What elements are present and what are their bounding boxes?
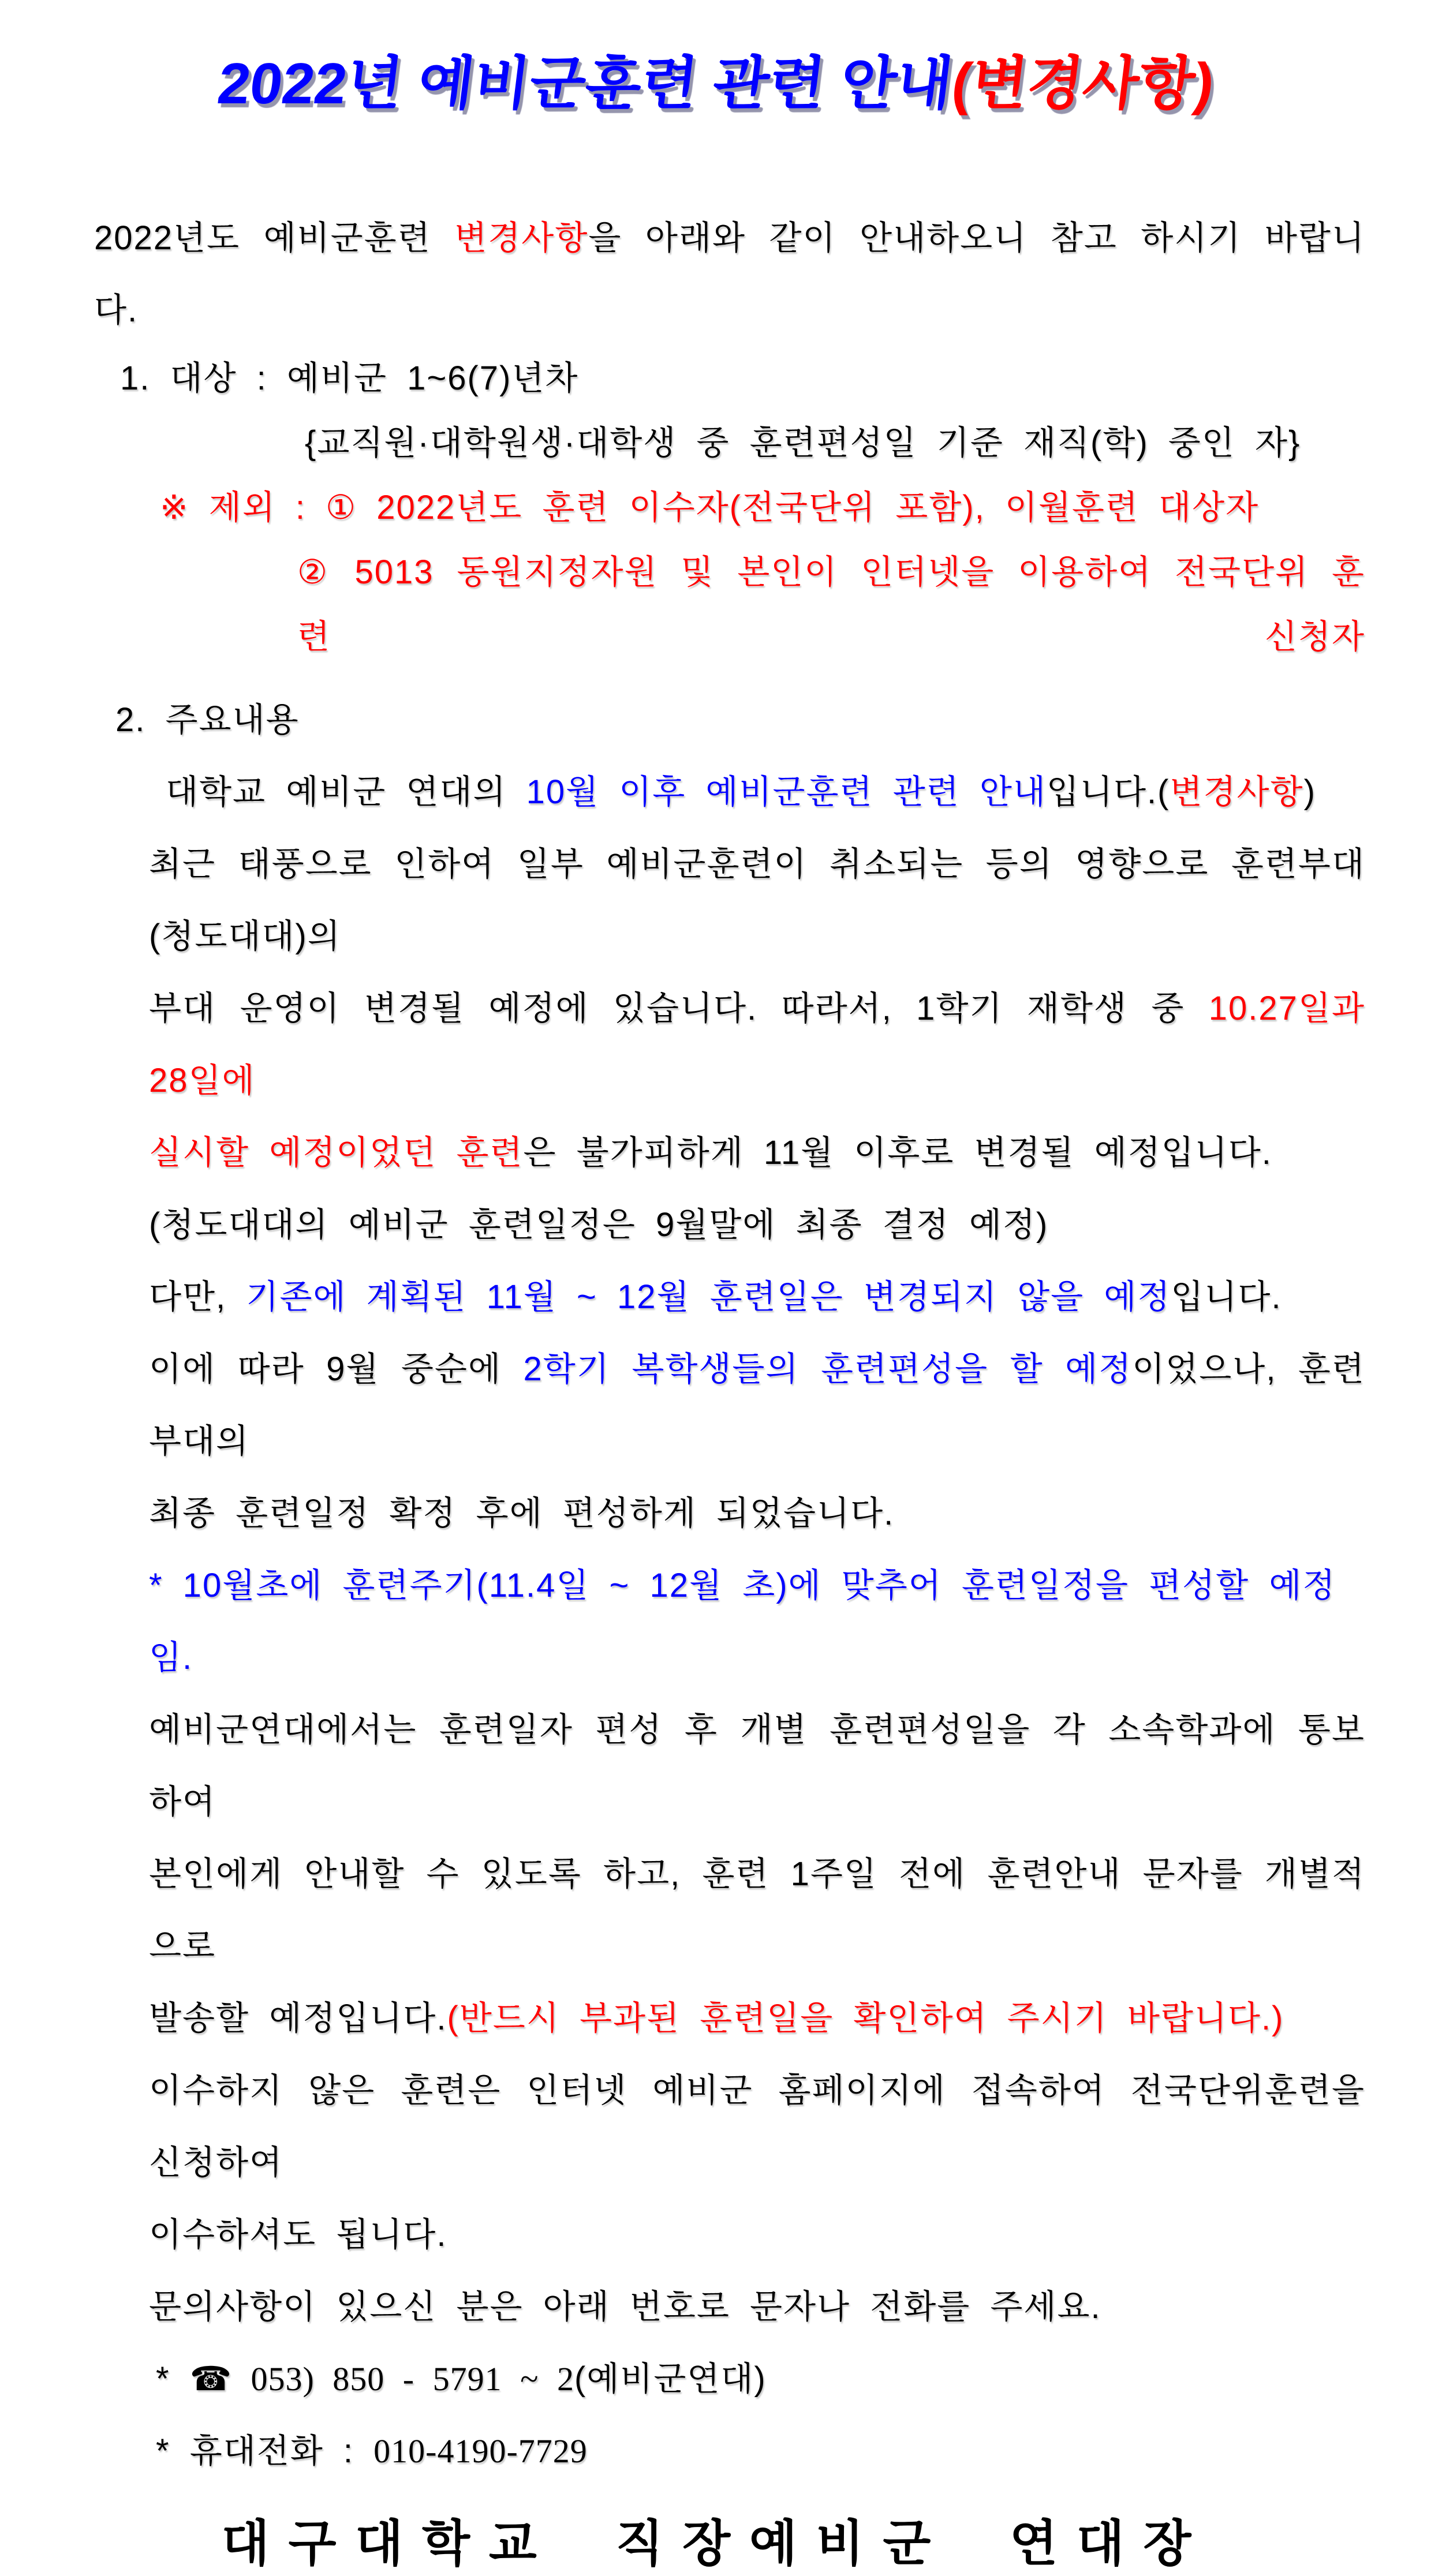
- body-line-10: 예비군연대에서는 훈련일자 편성 후 개별 훈련편성일을 각 소속학과에 통보하여: [149, 1711, 1365, 1821]
- body-line-13: 이수하지 않은 훈련은 인터넷 예비군 홈페이지에 접속하여 전국단위훈련을 신청하여: [149, 2072, 1365, 2181]
- asterisk-bullet: *: [156, 2360, 190, 2398]
- body-text: 발송할 예정입니다.: [149, 2000, 447, 2037]
- intro-highlight: 변경사항: [454, 219, 589, 257]
- body-line-1: [66, 756, 1365, 828]
- body-text: 다만,: [149, 1278, 246, 1316]
- page-title-text: [212, 40, 1219, 127]
- body-text: 이었으나, 훈련부대의: [149, 1350, 1365, 1460]
- body-text: 은 불가피하게 11월 이후로 변경될 예정입니다.: [523, 1134, 1272, 1171]
- body-line-5: (청도대대의 예비군 훈련일정은 9월말에 최종 결정 예정): [149, 1206, 1049, 1244]
- title-main: 2022년 예비군훈련 관련 안내: [214, 51, 957, 116]
- body-highlight-blue: 10월 이후 예비군훈련 관련 안내: [526, 773, 1047, 811]
- body-line-6: [66, 1261, 1365, 1333]
- body-line-8: 최종 훈련일정 확정 후에 편성하게 되었습니다.: [149, 1495, 895, 1532]
- body-line-2: 최근 태풍으로 인하여 일부 예비군훈련이 취소되는 등의 영향으로 훈련부대(청도대대)의: [149, 845, 1365, 955]
- intro-text-tail: 을 아래와 같이 안내하오니 참고 하시기 바랍니다.: [94, 219, 1365, 329]
- intro-text: 2022년도 예비군훈련: [94, 219, 455, 257]
- mobile-phone-number: 010-4190-7729: [373, 2432, 588, 2470]
- section1-heading: 1. 대상 : 예비군 1~6(7)년차: [120, 360, 579, 397]
- body-text: 대학교 예비군 연대의: [166, 773, 526, 811]
- body-line-15: 문의사항이 있으신 분은 아래 번호로 문자나 전화를 주세요.: [149, 2288, 1101, 2326]
- page-title: [66, 40, 1365, 127]
- body-line-14: 이수하셔도 됩니다.: [149, 2216, 447, 2253]
- body-text: 이에 따라 9월 중순에: [149, 1350, 524, 1388]
- body-text: ): [1303, 773, 1316, 811]
- signature-line: 대구대학교 직장예비군 연대장: [221, 2516, 1210, 2571]
- section1-note: {교직원·대학원생·대학생 중 훈련편성일 기준 재직(학) 중인 자}: [305, 424, 1301, 462]
- phone-icon: ☎: [189, 2360, 233, 2398]
- body-line-9: * 10월초에 훈련주기(11.4일 ~ 12월 초)에 맞추어 훈련일정을 편성할 예정임.: [149, 1567, 1336, 1676]
- section1-exclusion-1: ※ 제외 : ① 2022년도 훈련 이수자(전국단위 포함), 이월훈련 대상자: [160, 489, 1260, 526]
- body-highlight-red: (반드시 부과된 훈련일을 확인하여 주시기 바랍니다.): [447, 2000, 1284, 2037]
- body-highlight-red: 실시할 예정이었던 훈련: [149, 1134, 524, 1171]
- title-badge: (변경사항): [948, 51, 1218, 116]
- intro-line: [66, 202, 1365, 346]
- body-line-4: [66, 1117, 1365, 1189]
- mobile-phone-label: 휴대전화 :: [189, 2432, 374, 2470]
- office-phone-number: 053) 850 - 5791 ~ 2: [232, 2360, 574, 2398]
- body-highlight-blue: 2학기 복학생들의 훈련편성을 할 예정: [523, 1350, 1133, 1388]
- body-line-7: [66, 1333, 1365, 1477]
- body-highlight-red: 변경사항: [1170, 773, 1304, 811]
- body-highlight-red: 10.27일과 28일에: [149, 990, 1365, 1099]
- contact-line-mobile: [66, 2415, 1365, 2487]
- section2-heading: 2. 주요내용: [115, 701, 300, 739]
- body-line-11: 본인에게 안내할 수 있도록 하고, 훈련 1주일 전에 훈련안내 문자를 개별적으로: [149, 1855, 1366, 1965]
- section1-exclusion-2: ② 5013 동원지정자원 및 본인이 인터넷을 이용하여 전국단위 훈련 신청자: [297, 553, 1365, 656]
- body-line-12: [66, 1982, 1365, 2054]
- body-line-3: [66, 972, 1365, 1117]
- body-text: 입니다.(: [1046, 773, 1170, 811]
- contact-line-office: [66, 2343, 1365, 2415]
- body-text: 입니다.: [1171, 1278, 1282, 1316]
- office-phone-label: (예비군연대): [574, 2360, 767, 2398]
- body-text: 부대 운영이 변경될 예정에 있습니다. 따라서, 1학기 재학생 중: [149, 990, 1209, 1027]
- body-highlight-blue: 기존에 계획된 11월 ~ 12월 훈련일은 변경되지 않을 예정: [246, 1278, 1171, 1316]
- asterisk-bullet: *: [156, 2432, 190, 2470]
